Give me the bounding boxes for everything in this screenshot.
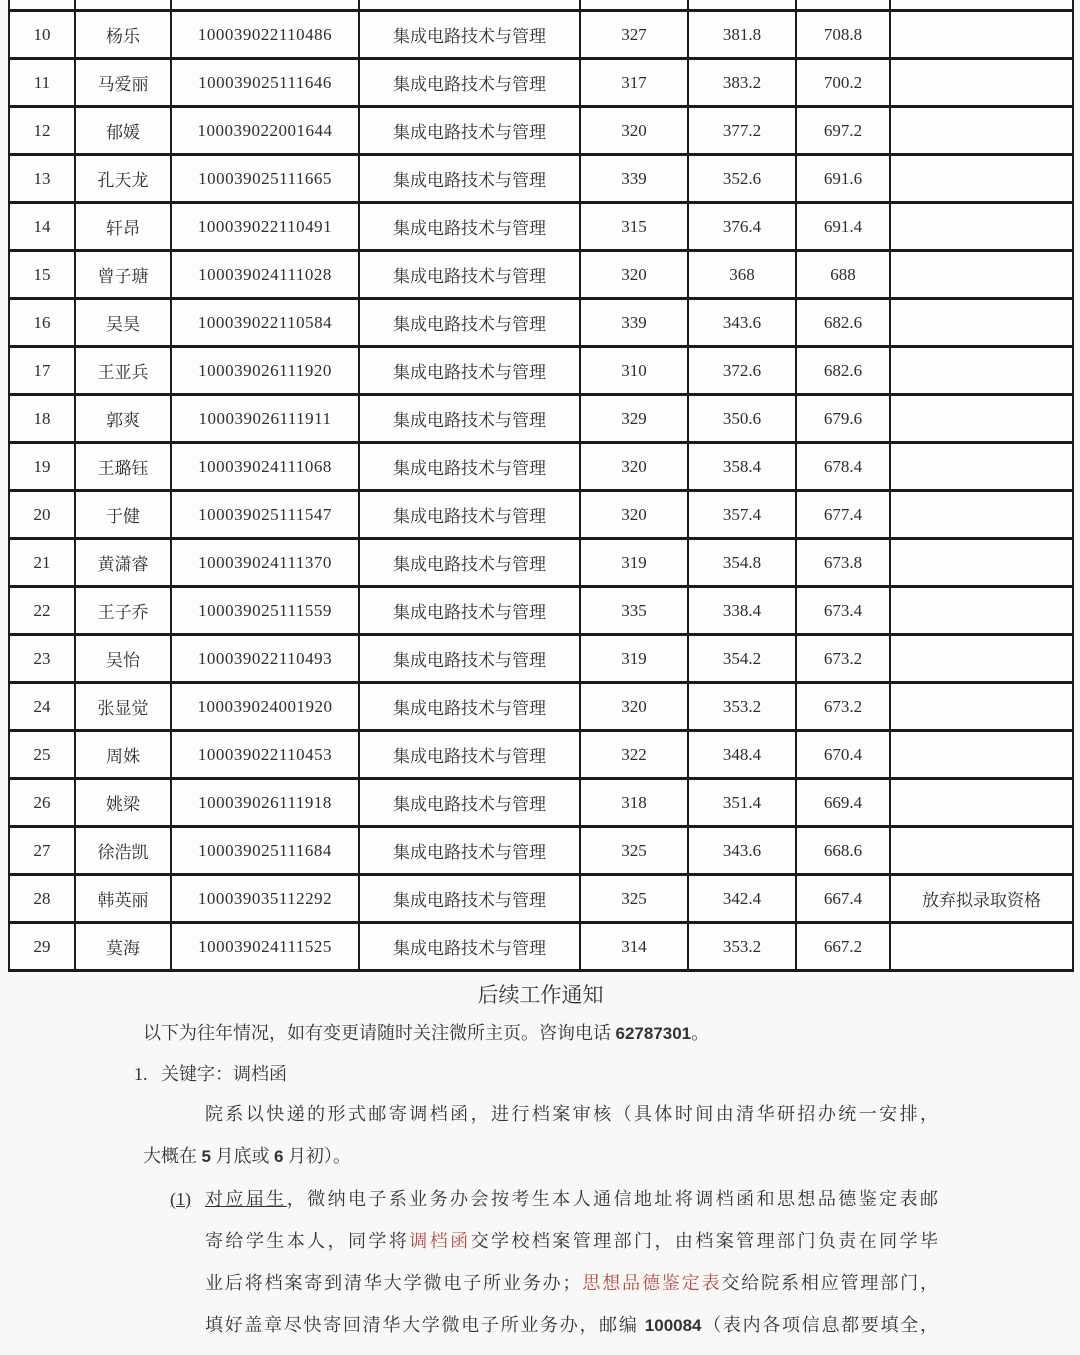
cell-no: 28 [9,875,75,923]
cell-name: 曾子瑭 [75,251,171,299]
cell-remark [890,107,1073,155]
cell-total: 700.2 [796,59,890,107]
notice-title: 后续工作通知 [477,983,604,1007]
cell-name: 王璐钰 [75,443,171,491]
cell-major: 集成电路技术与管理 [359,635,580,683]
cell-score2: 348.4 [688,731,796,779]
notice-item-1-text: 关键字：调档函 [161,1064,287,1084]
cell-no: 14 [9,203,75,251]
cell-no: 22 [9,587,75,635]
table-row [9,251,1073,299]
cell-score1: 310 [580,347,688,395]
cell-score2: 352.6 [688,155,796,203]
paragraph-line: 业后将档案寄到清华大学微电子所业务办；思想品德鉴定表交给院系相应管理部门， [205,1273,939,1293]
cell-major: 集成电路技术与管理 [359,923,580,971]
cell-total: 673.8 [796,539,890,587]
cell-remark [890,923,1073,971]
cell-score1: 318 [580,779,688,827]
cell-total: 669.4 [796,779,890,827]
cell-remark [890,779,1073,827]
cell-id: 100039022110584 [171,299,359,347]
cell-remark [890,11,1073,59]
cell-score2: 350.6 [688,395,796,443]
cell-id: 100039025111547 [171,491,359,539]
notice-paragraph-1 [143,1093,938,1178]
cell-major: 集成电路技术与管理 [359,683,580,731]
cell-name: 徐浩凯 [75,827,171,875]
cell-major: 集成电路技术与管理 [359,299,580,347]
cell-id: 100039022110486 [171,11,359,59]
table-row [9,875,1073,923]
cell-major: 集成电路技术与管理 [359,875,580,923]
cell-total: 678.4 [796,443,890,491]
cell-total: 673.2 [796,683,890,731]
table-row [9,923,1073,971]
cell-total: 691.4 [796,203,890,251]
cell-name: 莫海 [75,923,171,971]
cell-no: 27 [9,827,75,875]
cell-remark [890,347,1073,395]
cell-remark [890,827,1073,875]
cell-total: 688 [796,251,890,299]
cell-remark [890,683,1073,731]
cell-score2: 354.8 [688,539,796,587]
cell-major: 集成电路技术与管理 [359,587,580,635]
cell-id: 100039026111920 [171,347,359,395]
cell-score2: 354.2 [688,635,796,683]
cell-score1: 317 [580,59,688,107]
table-row [9,347,1073,395]
cell-score2: 353.2 [688,683,796,731]
cell-major: 集成电路技术与管理 [359,731,580,779]
cell-id: 100039025111665 [171,155,359,203]
cell-score1: 322 [580,731,688,779]
cell-total: 708.8 [796,11,890,59]
cell-id: 100039022110453 [171,731,359,779]
cell-name: 吴昊 [75,299,171,347]
cell-score2: 357.4 [688,491,796,539]
cell-total: 667.2 [796,923,890,971]
cell-id: 100039025111684 [171,827,359,875]
cell-score1: 325 [580,875,688,923]
cell-total: 670.4 [796,731,890,779]
cell-major: 集成电路技术与管理 [359,347,580,395]
table-row [9,587,1073,635]
table-row [9,539,1073,587]
cell-major: 集成电路技术与管理 [359,203,580,251]
cell-score1: 320 [580,251,688,299]
cell-name: 张显觉 [75,683,171,731]
cell-score1: 314 [580,923,688,971]
cell-total: 691.6 [796,155,890,203]
cell-score2: 381.8 [688,11,796,59]
notice-list-item-1 [134,1061,938,1087]
cell-remark [890,299,1073,347]
cell-score1: 335 [580,587,688,635]
cell-name: 黄潇睿 [75,539,171,587]
cell-major: 集成电路技术与管理 [359,59,580,107]
cell-remark [890,731,1073,779]
cell-score2: 338.4 [688,587,796,635]
cell-score2: 351.4 [688,779,796,827]
cell-score2: 372.6 [688,347,796,395]
table-row [9,731,1073,779]
cell-id: 100039024111028 [171,251,359,299]
cell-score2: 376.4 [688,203,796,251]
cell-remark [890,635,1073,683]
cell-name: 姚梁 [75,779,171,827]
cell-total: 697.2 [796,107,890,155]
cell-remark [890,491,1073,539]
paragraph-line: 大概在 5 月底或 6 月初）。 [143,1146,351,1166]
cell-score1: 327 [580,11,688,59]
cell-id: 100039026111918 [171,779,359,827]
cell-name: 马爱丽 [75,59,171,107]
cell-major: 集成电路技术与管理 [359,251,580,299]
cell-id: 100039035112292 [171,875,359,923]
table-row [9,299,1073,347]
cell-name: 孔天龙 [75,155,171,203]
cell-id: 100039022110491 [171,203,359,251]
cell-no: 12 [9,107,75,155]
cell-no: 10 [9,11,75,59]
cell-name: 王子乔 [75,587,171,635]
table-row [9,683,1073,731]
list-marker-1: 1. [134,1064,148,1084]
cell-no: 21 [9,539,75,587]
cell-score1: 320 [580,107,688,155]
cell-major: 集成电路技术与管理 [359,443,580,491]
cell-total: 667.4 [796,875,890,923]
cell-major: 集成电路技术与管理 [359,11,580,59]
cell-score2: 353.2 [688,923,796,971]
cell-id: 100039026111911 [171,395,359,443]
table-row [9,203,1073,251]
cell-id: 100039024001920 [171,683,359,731]
table-row [9,779,1073,827]
paragraph-line: 院系以快递的形式邮寄调档函，进行档案审核（具体时间由清华研招办统一安排， [205,1104,938,1124]
cell-name: 王亚兵 [75,347,171,395]
cell-total: 673.4 [796,587,890,635]
table-row [9,635,1073,683]
cell-score1: 339 [580,155,688,203]
cell-no: 23 [9,635,75,683]
cell-score2: 383.2 [688,59,796,107]
subitem-marker: (1) [170,1189,191,1209]
cell-name: 杨乐 [75,11,171,59]
cell-remark [890,251,1073,299]
paragraph-line: 填好盖章尽快寄回清华大学微电子所业务办，邮编 100084（表内各项信息都要填全， [205,1315,939,1335]
cell-total: 682.6 [796,299,890,347]
clipped-row [9,0,1073,11]
results-table-body [9,0,1073,971]
cell-no: 20 [9,491,75,539]
cell-name: 郭爽 [75,395,171,443]
cell-id: 100039025111559 [171,587,359,635]
cell-score1: 315 [580,203,688,251]
cell-major: 集成电路技术与管理 [359,395,580,443]
cell-score1: 319 [580,539,688,587]
admission-results-table [8,0,1074,972]
cell-id: 100039022001644 [171,107,359,155]
cell-score1: 339 [580,299,688,347]
cell-total: 679.6 [796,395,890,443]
cell-score1: 329 [580,395,688,443]
cell-id: 100039022110493 [171,635,359,683]
cell-name: 郁媛 [75,107,171,155]
cell-id: 100039024111068 [171,443,359,491]
cell-remark [890,539,1073,587]
cell-no: 13 [9,155,75,203]
cell-no: 11 [9,59,75,107]
cell-score2: 368 [688,251,796,299]
cell-major: 集成电路技术与管理 [359,107,580,155]
notice-body [134,1019,939,1347]
cell-no: 19 [9,443,75,491]
cell-score2: 343.6 [688,299,796,347]
cell-score2: 343.6 [688,827,796,875]
cell-score1: 320 [580,491,688,539]
cell-remark [890,587,1073,635]
table-row [9,491,1073,539]
cell-remark [890,155,1073,203]
cell-name: 于健 [75,491,171,539]
cell-name: 轩昂 [75,203,171,251]
cell-name: 周姝 [75,731,171,779]
cell-no: 24 [9,683,75,731]
cell-score2: 377.2 [688,107,796,155]
paragraph-line: 寄给学生本人，同学将调档函交学校档案管理部门，由档案管理部门负责在同学毕 [205,1231,939,1251]
cell-no: 15 [9,251,75,299]
cell-total: 682.6 [796,347,890,395]
cell-score1: 320 [580,683,688,731]
cell-remark [890,203,1073,251]
cell-no: 17 [9,347,75,395]
table-row [9,59,1073,107]
notice-subitem-1 [143,1178,938,1347]
cell-score1: 325 [580,827,688,875]
cell-score2: 358.4 [688,443,796,491]
cell-no: 18 [9,395,75,443]
cell-score1: 320 [580,443,688,491]
cell-remark: 放弃拟录取资格 [890,875,1073,923]
table-row [9,11,1073,59]
cell-score2: 342.4 [688,875,796,923]
cell-no: 29 [9,923,75,971]
table-row [9,827,1073,875]
cell-major: 集成电路技术与管理 [359,779,580,827]
paragraph-line: 对应届生，微纳电子系业务办会按考生本人通信地址将调档函和思想品德鉴定表邮 [205,1189,939,1209]
table-row [9,395,1073,443]
notice-intro: 以下为往年情况，如有变更请随时关注微所主页。咨询电话 62787301。 [143,1023,710,1043]
table-row [9,443,1073,491]
table-row [9,107,1073,155]
cell-score1: 319 [580,635,688,683]
cell-name: 韩英丽 [75,875,171,923]
cell-major: 集成电路技术与管理 [359,827,580,875]
cell-major: 集成电路技术与管理 [359,491,580,539]
notice-section [0,980,1080,1347]
cell-remark [890,443,1073,491]
cell-name: 吴怡 [75,635,171,683]
cell-remark [890,59,1073,107]
cell-remark [890,395,1073,443]
cell-no: 25 [9,731,75,779]
cell-major: 集成电路技术与管理 [359,539,580,587]
cell-major: 集成电路技术与管理 [359,155,580,203]
cell-id: 100039025111646 [171,59,359,107]
cell-total: 677.4 [796,491,890,539]
cell-id: 100039024111525 [171,923,359,971]
cell-no: 16 [9,299,75,347]
table-row [9,155,1073,203]
cell-total: 668.6 [796,827,890,875]
cell-id: 100039024111370 [171,539,359,587]
cell-no: 26 [9,779,75,827]
cell-total: 673.2 [796,635,890,683]
